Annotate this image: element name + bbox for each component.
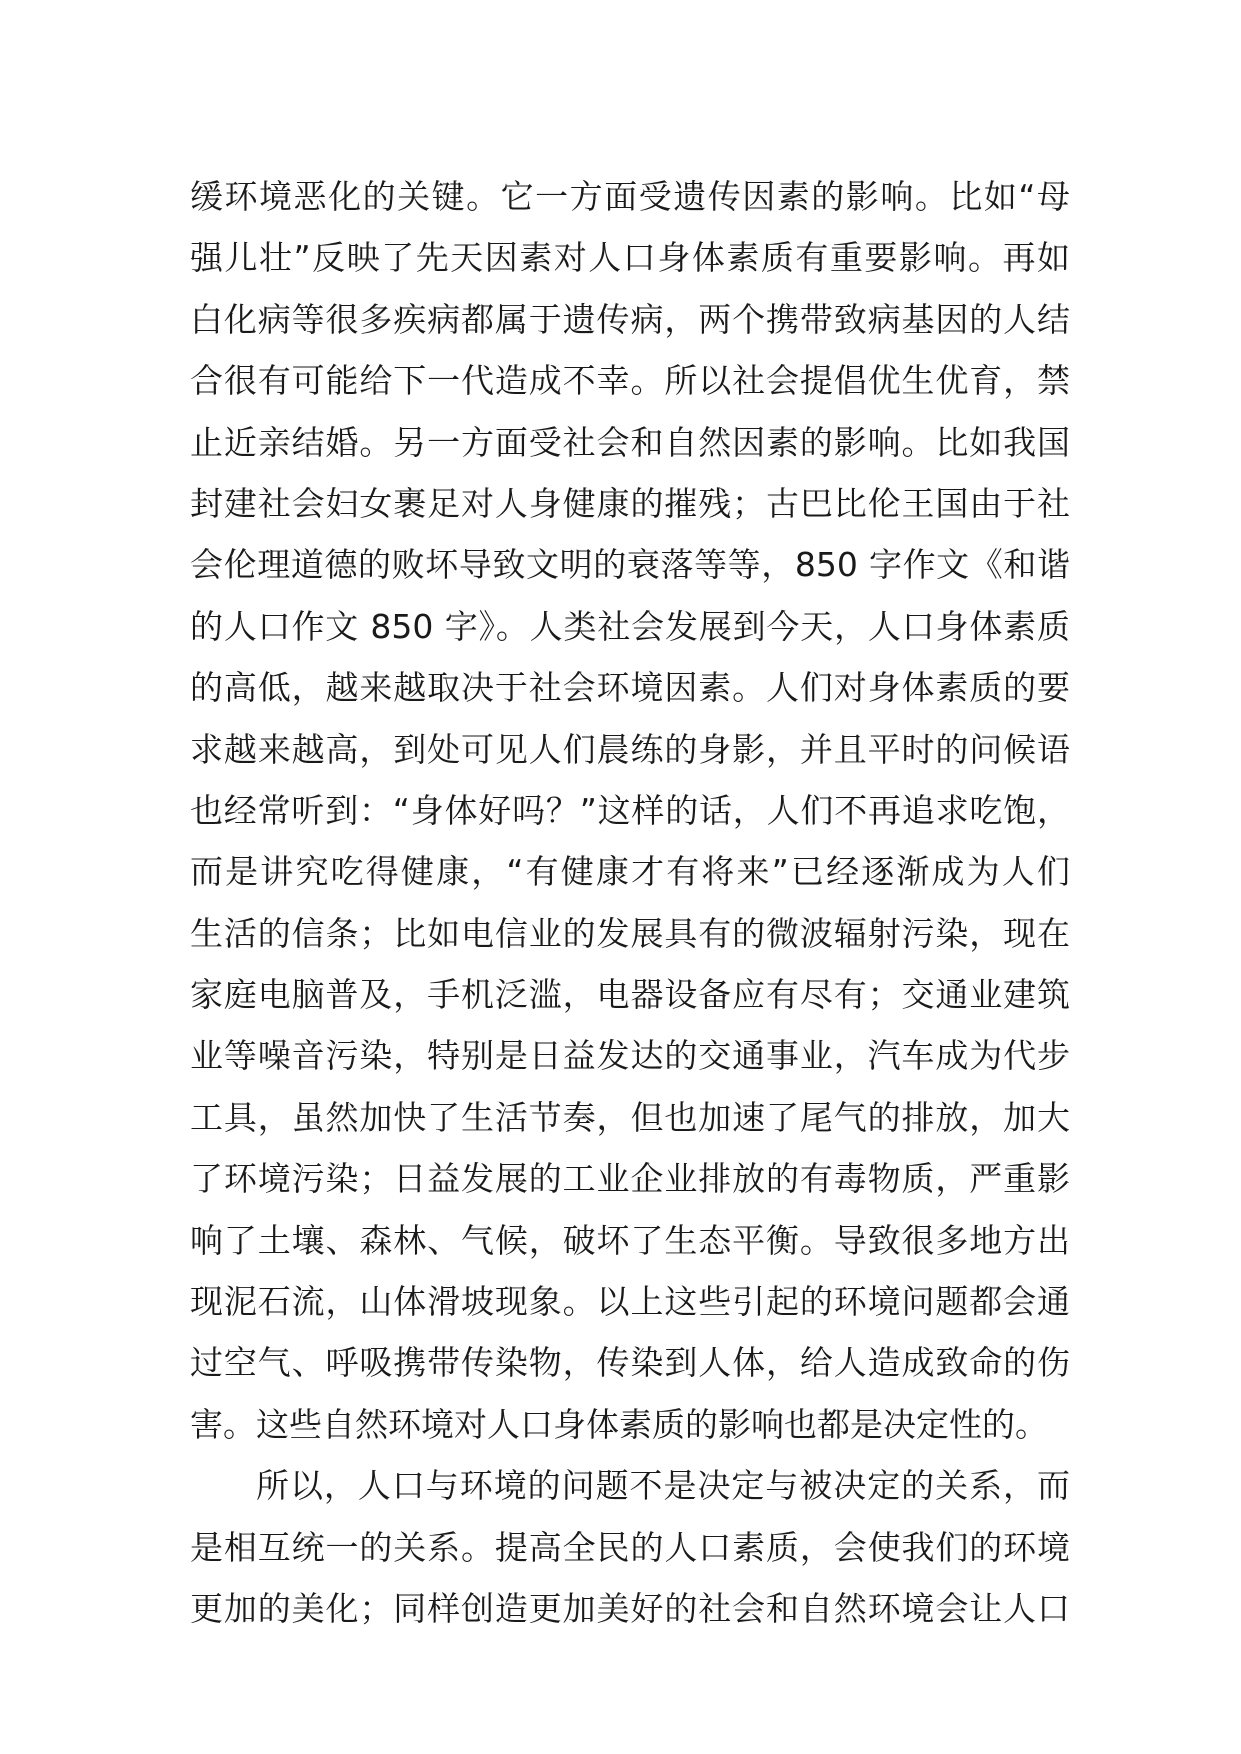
text-line: 缓环境恶化的关键。它一方面受遗传因素的影响。比如“母 — [190, 177, 1070, 216]
text-line: 止近亲结婚。另一方面受社会和自然因素的影响。比如我国 — [190, 422, 1070, 462]
text-line: 的高低，越来越取决于社会环境因素。人们对身体素质的要 — [190, 668, 1070, 708]
text-line: 是相互统一的关系。提高全民的人口素质，会使我们的环境 — [190, 1527, 1070, 1567]
text-line: 过空气、呼吸携带传染物，传染到人体，给人造成致命的伤 — [190, 1343, 1070, 1383]
text-line: 而是讲究吃得健康，“有健康才有将来”已经逐渐成为人们 — [190, 852, 1070, 892]
text-line: 业等噪音污染，特别是日益发达的交通事业，汽车成为代步 — [190, 1036, 1070, 1076]
text-line: 封建社会妇女裹足对人身健康的摧残；古巴比伦王国由于社 — [190, 483, 1070, 523]
text-line: 求越来越高，到处可见人们晨练的身影，并且平时的问候语 — [190, 729, 1070, 769]
body-text — [190, 166, 1070, 1639]
text-line: 白化病等很多疾病都属于遗传病，两个携带致病基因的人结 — [190, 299, 1070, 339]
paragraph — [190, 1455, 1070, 1639]
text-line: 家庭电脑普及，手机泛滥，电器设备应有尽有；交通业建筑 — [190, 975, 1070, 1015]
paragraph — [190, 166, 1070, 1455]
text-line: 也经常听到：“身体好吗？”这样的话，人们不再追求吃饱， — [190, 790, 1070, 830]
text-line: 生活的信条；比如电信业的发展具有的微波辐射污染，现在 — [190, 913, 1070, 953]
text-line: 所以，人口与环境的问题不是决定与被决定的关系，而 — [256, 1466, 1070, 1506]
text-line: 会伦理道德的败坏导致文明的衰落等等，850 字作文《和谐 — [190, 545, 1070, 585]
text-line: 强儿壮”反映了先天因素对人口身体素质有重要影响。再如 — [190, 238, 1070, 278]
text-line: 响了土壤、森林、气候，破坏了生态平衡。导致很多地方出 — [190, 1220, 1070, 1260]
text-line: 了环境污染；日益发展的工业企业排放的有毒物质，严重影 — [190, 1159, 1070, 1199]
text-line: 的人口作文 850 字》。人类社会发展到今天，人口身体素质 — [190, 606, 1070, 646]
text-line: 现泥石流，山体滑坡现象。以上这些引起的环境问题都会通 — [190, 1282, 1070, 1322]
text-line: 害。这些自然环境对人口身体素质的影响也都是决定性的。 — [190, 1404, 1048, 1444]
text-line: 合很有可能给下一代造成不幸。所以社会提倡优生优育，禁 — [190, 361, 1070, 401]
text-line: 更加的美化；同样创造更加美好的社会和自然环境会让人口 — [190, 1588, 1070, 1628]
text-line: 工具，虽然加快了生活节奏，但也加速了尾气的排放，加大 — [190, 1097, 1070, 1137]
